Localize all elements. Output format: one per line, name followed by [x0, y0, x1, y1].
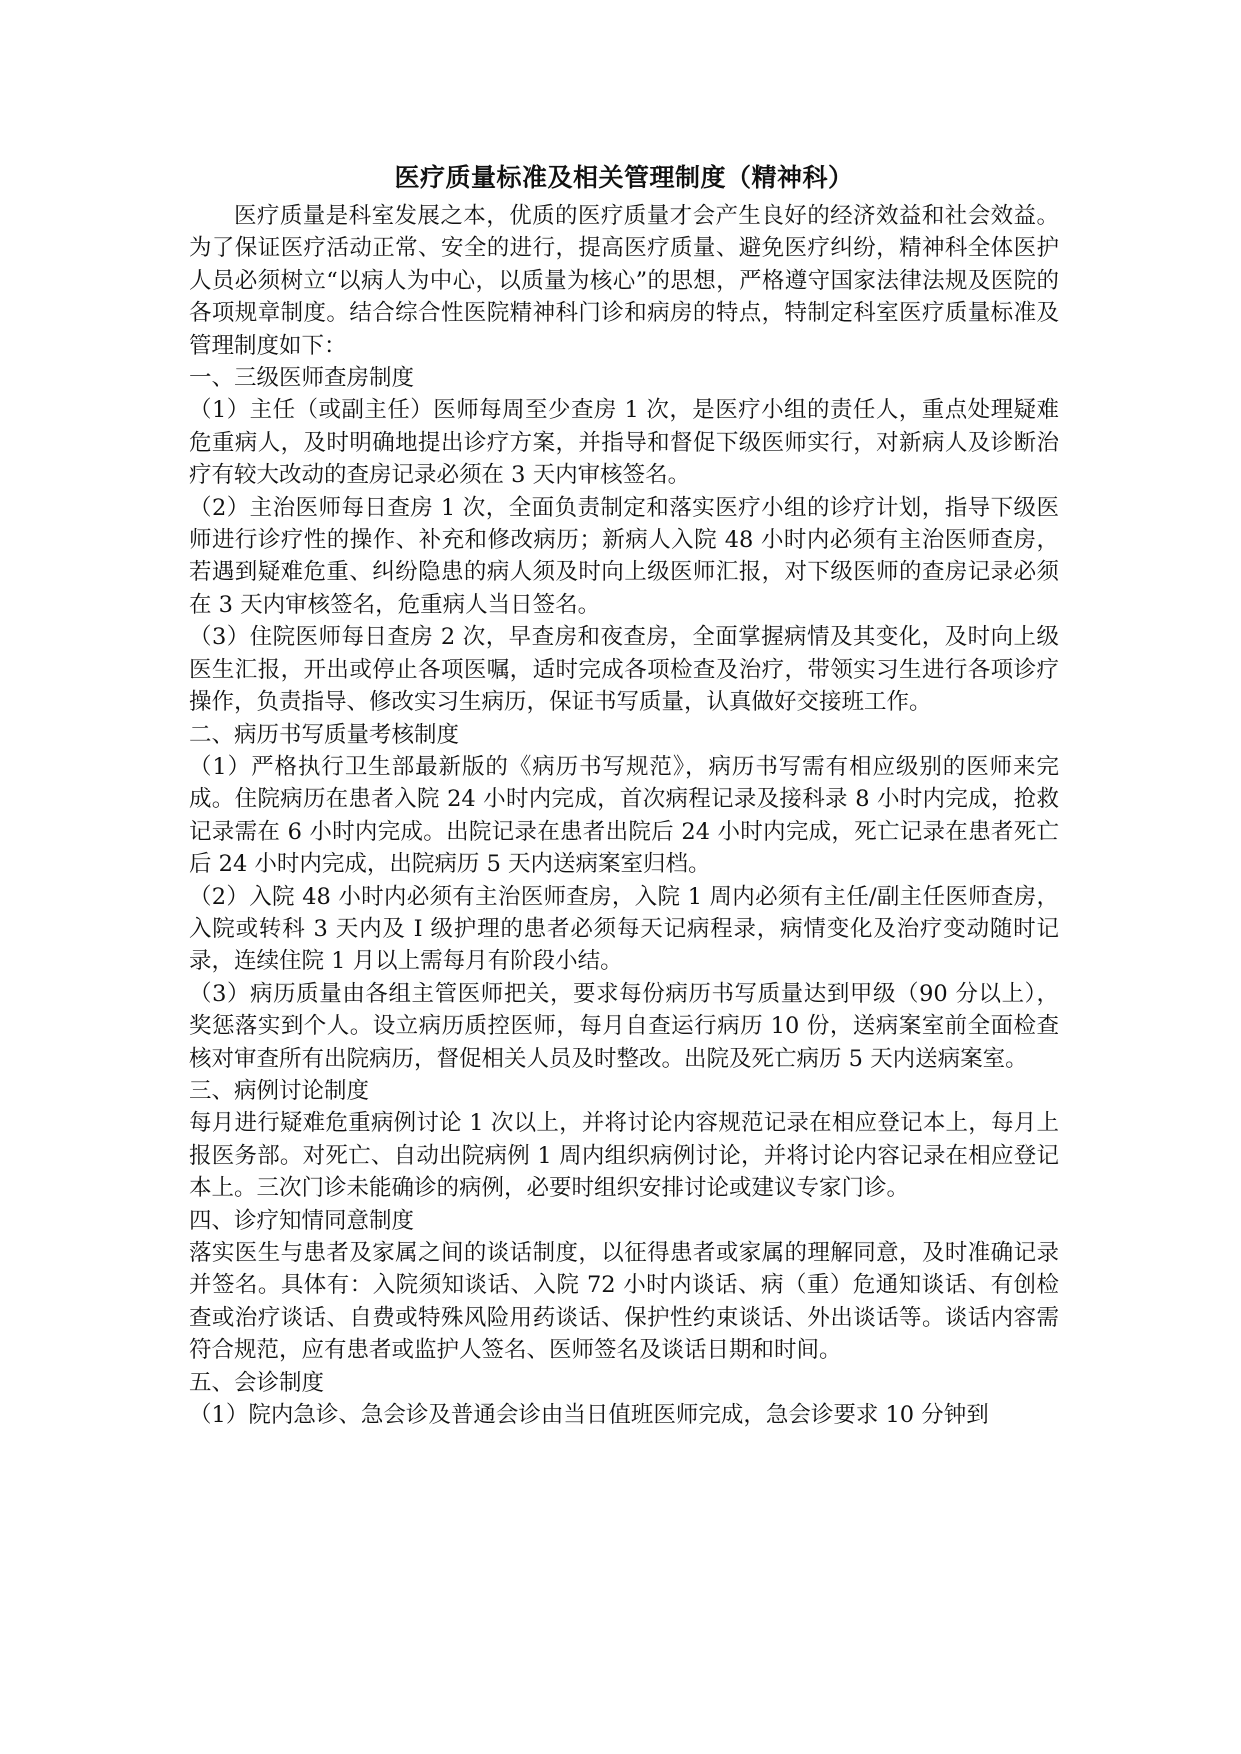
- section-item: （3）病历质量由各组主管医师把关，要求每份病历书写质量达到甲级（90 分以上），奖惩落实到个人。设立病历质控医师，每月自查运行病历 10 份，送病案室前全面检查核对审查所有出院病历，督促相关人员及时整改。出院及死亡病历 5 天内送病案室。: [189, 980, 1059, 1072]
- section-4: [189, 1205, 1059, 1367]
- document-page: [189, 160, 1059, 1431]
- section-heading: 三、病例讨论制度: [189, 1077, 370, 1104]
- document-title: 医疗质量标准及相关管理制度（精神科）: [394, 163, 854, 192]
- section-item: （2）主治医师每日查房 1 次，全面负责制定和落实医疗小组的诊疗计划，指导下级医师进行诊疗性的操作、补充和修改病历；新病人入院 48 小时内必须有主治医师查房，若遇到疑难危重、纠纷隐患的病人须及时向上级医师汇报，对下级医师的查房记录必须在 3 天内审核签名，危重病人当日签名。: [189, 494, 1059, 618]
- section-item: 落实医生与患者及家属之间的谈话制度，以征得患者或家属的理解同意，及时准确记录并签名。具体有：入院须知谈话、入院 72 小时内谈话、病（重）危通知谈话、有创检查或治疗谈话、自费或特殊风险用药谈话、保护性约束谈话、外出谈话等。谈话内容需符合规范，应有患者或监护人签名、医师签名及谈话日期和时间。: [189, 1240, 1059, 1364]
- section-item: （3）住院医师每日查房 2 次，早查房和夜查房，全面掌握病情及其变化，及时向上级医生汇报，开出或停止各项医嘱，适时完成各项检查及治疗，带领实习生进行各项诊疗操作，负责指导、修改实习生病历，保证书写质量，认真做好交接班工作。: [189, 624, 1059, 716]
- section-item: （1）主任（或副主任）医师每周至少查房 1 次，是医疗小组的责任人，重点处理疑难危重病人，及时明确地提出诊疗方案，并指导和督促下级医师实行，对新病人及诊断治疗有较大改动的查房记录必须在 3 天内审核签名。: [189, 397, 1059, 489]
- section-item: （1）院内急诊、急会诊及普通会诊由当日值班医师完成，急会诊要求 10 分钟到: [189, 1402, 989, 1429]
- section-1: [189, 362, 1059, 718]
- section-item: 每月进行疑难危重病例讨论 1 次以上，并将讨论内容规范记录在相应登记本上，每月上报医务部。对死亡、自动出院病例 1 周内组织病例讨论，并将讨论内容记录在相应登记本上。三次门诊未能确诊的病例，必要时组织安排讨论或建议专家门诊。: [189, 1110, 1059, 1202]
- section-heading: 四、诊疗知情同意制度: [189, 1207, 415, 1234]
- section-heading: 五、会诊制度: [189, 1369, 325, 1396]
- section-item: （1）严格执行卫生部最新版的《病历书写规范》，病历书写需有相应级别的医师来完成。住院病历在患者入院 24 小时内完成，首次病程记录及接科录 8 小时内完成，抢救记录需在 6 小时内完成。出院记录在患者出院后 24 小时内完成，死亡记录在患者死亡后 24 小时内完成，出院病历 5 天内送病案室归档。: [189, 753, 1059, 878]
- section-heading: 二、病历书写质量考核制度: [189, 721, 460, 748]
- section-5: [189, 1367, 1059, 1432]
- section-3: [189, 1075, 1059, 1205]
- section-item: （2）入院 48 小时内必须有主治医师查房，入院 1 周内必须有主任/副主任医师查房，入院或转科 3 天内及 I 级护理的患者必须每天记病程录，病情变化及治疗变动随时记录，连续住院 1 月以上需每月有阶段小结。: [189, 883, 1059, 975]
- section-2: [189, 719, 1059, 1075]
- intro-paragraph: 医疗质量是科室发展之本，优质的医疗质量才会产生良好的经济效益和社会效益。为了保证医疗活动正常、安全的进行，提高医疗质量、避免医疗纠纷，精神科全体医护人员必须树立“以病人为中心，以质量为核心”的思想，严格遵守国家法律法规及医院的各项规章制度。结合综合性医院精神科门诊和病房的特点，特制定科室医疗质量标准及管理制度如下：: [189, 203, 1059, 359]
- section-heading: 一、三级医师查房制度: [189, 365, 415, 392]
